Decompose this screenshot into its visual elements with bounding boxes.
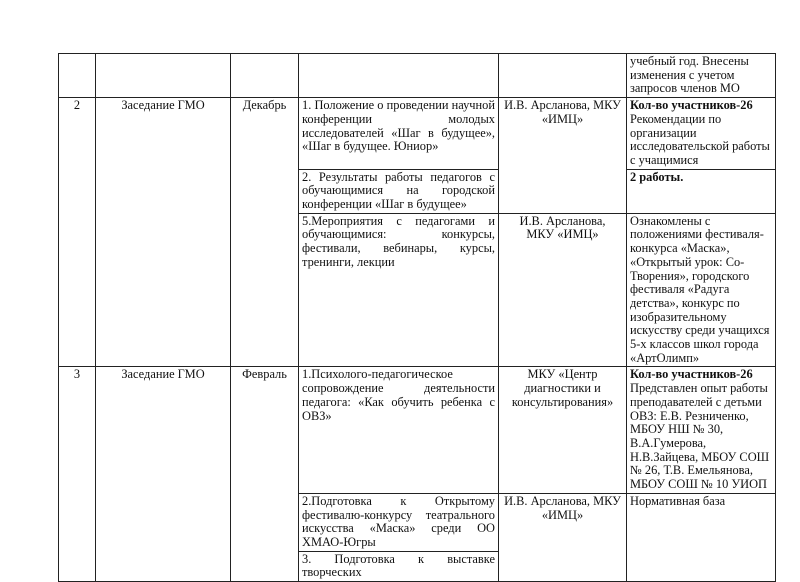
row1-event (96, 54, 231, 98)
row1-number (59, 54, 96, 98)
table-row (59, 98, 776, 170)
result-text: Представлен опыт работы преподавателей с детьми ОВЗ: Е.В. Резниченко, МБОУ НШ № 30, В.А.Гумерова, Н.В.Зайцева, МБОУ СОШ № 26, Т.В. Емельянова, МБОУ СОШ № 10 УИОП (630, 381, 770, 492)
participants-count: Кол-во участников-26 (630, 98, 753, 113)
works-count: 2 работы. (630, 169, 684, 184)
row1-month (231, 54, 299, 98)
result-line: запросов членов МО (630, 81, 740, 96)
row1-responsible (499, 54, 627, 98)
row3-topic-1: 1.Психолого-педагогическое сопровождение деятельности педагога: «Как обучить ребенка с ОВЗ» (299, 367, 499, 493)
row1-result (627, 54, 776, 98)
row2-result-3: Ознакомлены с положениями фестиваля-конкурса «Маска», «Открытый урок: Со-Творения», городского фестиваля «Радуга детства», конкурс по изобразительному искусству среди учащихся 5-х классов школ города «АртОлимп» (627, 213, 776, 367)
row2-responsible-2: И.В. Арсланова, МКУ «ИМЦ» (499, 213, 627, 367)
participants-count: Кол-во участников-26 (630, 367, 753, 382)
result-line: изменения с учетом (630, 67, 735, 82)
row3-result-1 (627, 367, 776, 493)
result-text: Рекомендации по организации исследовательской работы с учащимися (630, 111, 770, 167)
row2-topic-3: 5.Мероприятия с педагогами и обучающимися: конкурсы, фестивали, вебинары, курсы, тренинги, лекции (299, 213, 499, 367)
row3-topic-2: 2.Подготовка к Открытому фестивалю-конкурсу театрального искусства «Маска» среди ОО ХМАО-Югры (299, 493, 499, 551)
row2-topic-1: 1. Положение о проведении научной конференции молодых исследователей «Шаг в будущее», «Шаг в будущее. Юниор» (299, 98, 499, 170)
row3-result-2: Нормативная база (627, 493, 776, 581)
result-line: учебный год. Внесены (630, 54, 749, 68)
row2-month: Декабрь (231, 98, 299, 367)
table-row (59, 367, 776, 493)
table-row (59, 54, 776, 98)
row2-result-1 (627, 98, 776, 170)
row3-responsible-1: МКУ «Центр диагностики и консультирования» (499, 367, 627, 493)
row2-topic-2: 2. Результаты работы педагогов с обучающимися на городской конференции «Шаг в будущее» (299, 169, 499, 213)
row2-responsible-1: И.В. Арсланова, МКУ «ИМЦ» (499, 98, 627, 214)
plan-table (58, 53, 776, 582)
row2-number: 2 (59, 98, 96, 367)
row3-month: Февраль (231, 367, 299, 582)
row3-topic-3: 3. Подготовка к выставке творческих (299, 551, 499, 581)
row2-result-2 (627, 169, 776, 213)
row1-topic (299, 54, 499, 98)
row3-responsible-2: И.В. Арсланова, МКУ «ИМЦ» (499, 493, 627, 581)
row3-event: Заседание ГМО (96, 367, 231, 582)
row2-event: Заседание ГМО (96, 98, 231, 367)
row3-number: 3 (59, 367, 96, 582)
